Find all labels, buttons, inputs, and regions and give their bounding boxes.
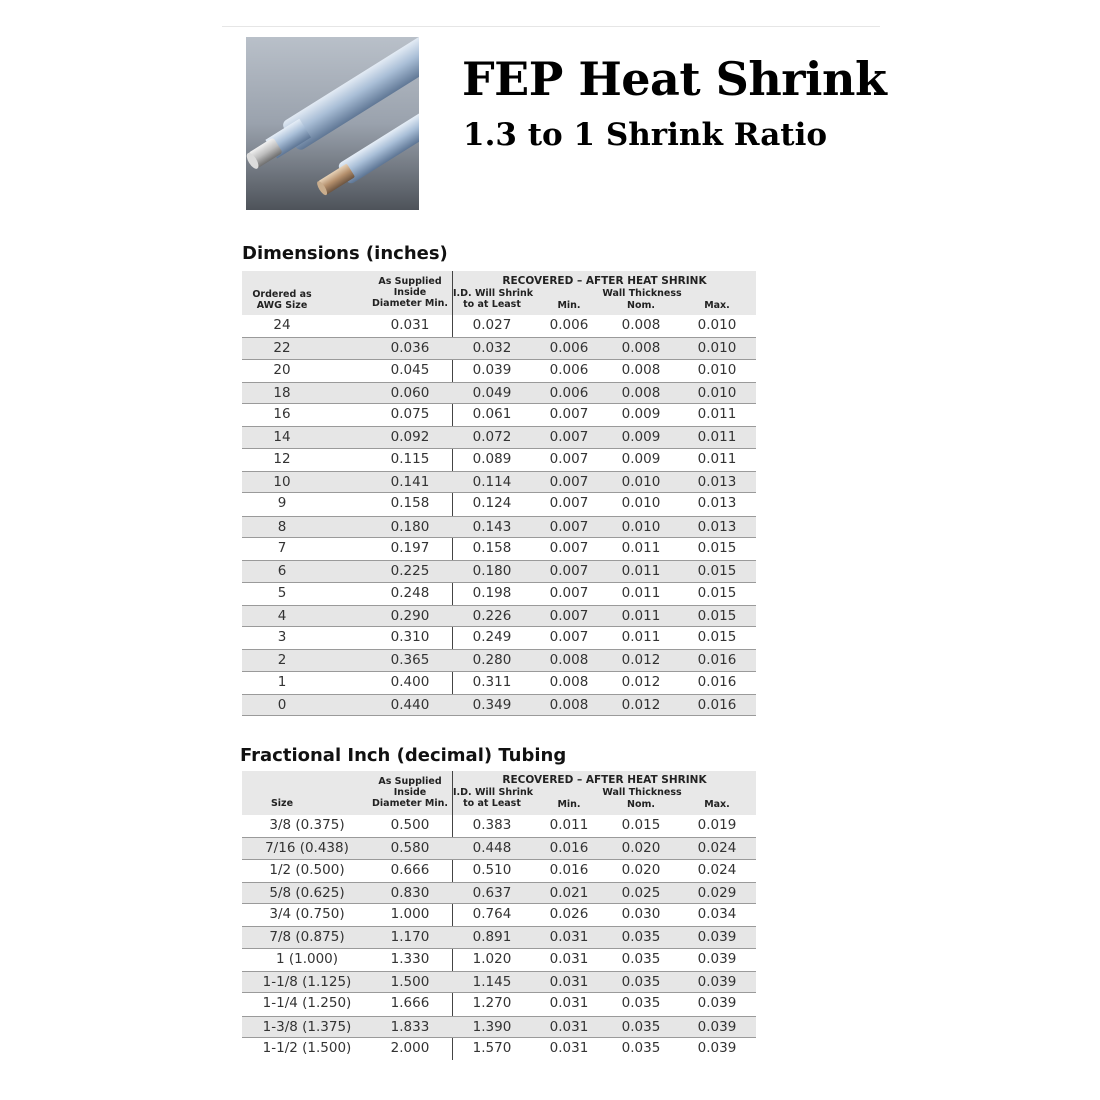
cell-wall-max: 0.034 — [697, 906, 737, 923]
cell-wall-max: 0.019 — [697, 817, 737, 833]
cell-wall-max: 0.016 — [697, 697, 737, 714]
cell-wall-nom: 0.020 — [621, 861, 661, 878]
header-as-supplied: As Supplied Inside Diameter Min. — [372, 776, 448, 809]
cell-wall-min: 0.008 — [549, 697, 589, 714]
cell-id-shrink: 0.448 — [472, 840, 512, 857]
cell-wall-min: 0.008 — [549, 652, 589, 669]
cell-wall-min: 0.007 — [549, 607, 589, 624]
cell-wall-max: 0.039 — [697, 995, 737, 1012]
header-as-supplied: As Supplied Inside Diameter Min. — [372, 276, 448, 309]
cell-size: 2 — [277, 652, 287, 669]
cell-wall-min: 0.006 — [549, 384, 589, 401]
cell-id-shrink: 0.027 — [472, 317, 512, 333]
fractional-table-header — [242, 771, 756, 815]
cell-wall-nom: 0.008 — [621, 384, 661, 401]
cell-wall-nom: 0.009 — [621, 406, 661, 423]
table-row — [242, 882, 756, 904]
cell-wall-max: 0.024 — [697, 840, 737, 857]
cell-as-supplied: 1.666 — [390, 995, 430, 1012]
table-row — [242, 337, 756, 359]
cell-id-shrink: 0.311 — [472, 673, 512, 690]
cell-as-supplied: 0.500 — [390, 817, 430, 833]
cell-wall-nom: 0.009 — [621, 429, 661, 446]
cell-size: 1-1/8 (1.125) — [262, 974, 352, 991]
cell-wall-max: 0.039 — [697, 974, 737, 991]
cell-wall-max: 0.011 — [697, 450, 737, 467]
cell-wall-min: 0.007 — [549, 450, 589, 467]
cell-as-supplied: 2.000 — [390, 1039, 430, 1056]
cell-wall-max: 0.016 — [697, 673, 737, 690]
cell-id-shrink: 0.124 — [472, 495, 512, 512]
table-row — [242, 560, 756, 582]
cell-id-shrink: 1.390 — [472, 1018, 512, 1035]
cell-wall-nom: 0.011 — [621, 563, 661, 580]
header-recovered-group: RECOVERED – AFTER HEAT SHRINK — [502, 275, 707, 287]
cell-as-supplied: 0.115 — [390, 450, 430, 467]
cell-size: 10 — [273, 474, 291, 491]
cell-as-supplied: 0.036 — [390, 340, 430, 357]
table-row — [242, 1016, 756, 1038]
cell-size: 5 — [277, 584, 287, 601]
cell-id-shrink: 0.891 — [472, 929, 512, 946]
cell-wall-max: 0.013 — [697, 495, 737, 512]
cell-wall-min: 0.007 — [549, 474, 589, 491]
cell-wall-nom: 0.035 — [621, 1018, 661, 1035]
cell-wall-nom: 0.011 — [621, 539, 661, 556]
cell-size: 6 — [277, 563, 287, 580]
cell-size: 9 — [277, 495, 287, 512]
cell-size: 1-1/2 (1.500) — [262, 1039, 352, 1056]
cell-wall-min: 0.006 — [549, 317, 589, 333]
cell-id-shrink: 1.270 — [472, 995, 512, 1012]
cell-wall-nom: 0.035 — [621, 974, 661, 991]
header-recovered-group: RECOVERED – AFTER HEAT SHRINK — [502, 774, 707, 786]
header-nom: Nom. — [627, 799, 655, 810]
table-row — [242, 605, 756, 627]
cell-size: 1 — [277, 673, 287, 690]
table-row — [242, 516, 756, 538]
cell-wall-min: 0.006 — [549, 340, 589, 357]
cell-as-supplied: 0.248 — [390, 584, 430, 601]
cell-wall-min: 0.007 — [549, 539, 589, 556]
cell-id-shrink: 0.143 — [472, 518, 512, 535]
cell-id-shrink: 0.114 — [472, 474, 512, 491]
table-row — [242, 993, 756, 1015]
cell-as-supplied: 0.440 — [390, 697, 430, 714]
cell-wall-nom: 0.012 — [621, 697, 661, 714]
header-max: Max. — [704, 300, 730, 311]
cell-wall-max: 0.015 — [697, 629, 737, 646]
cell-size: 1/2 (0.500) — [269, 861, 345, 878]
cell-wall-nom: 0.011 — [621, 607, 661, 624]
table-row — [242, 360, 756, 382]
cell-as-supplied: 0.580 — [390, 840, 430, 857]
table-row — [242, 404, 756, 426]
cell-size: 7/8 (0.875) — [269, 929, 345, 946]
table-row — [242, 949, 756, 971]
cell-id-shrink: 0.383 — [472, 817, 512, 833]
cell-wall-max: 0.039 — [697, 929, 737, 946]
cell-size: 3/4 (0.750) — [269, 906, 345, 923]
table-row — [242, 837, 756, 859]
cell-wall-nom: 0.020 — [621, 840, 661, 857]
cell-id-shrink: 0.158 — [472, 539, 512, 556]
cell-wall-nom: 0.012 — [621, 652, 661, 669]
cell-wall-min: 0.031 — [549, 929, 589, 946]
cell-as-supplied: 0.075 — [390, 406, 430, 423]
dimensions-section-title: Dimensions (inches) — [242, 243, 448, 264]
table-row — [242, 315, 756, 337]
table-row — [242, 672, 756, 694]
cell-as-supplied: 0.180 — [390, 518, 430, 535]
dimensions-table — [242, 271, 756, 716]
cell-wall-nom: 0.008 — [621, 317, 661, 333]
cell-wall-nom: 0.035 — [621, 950, 661, 967]
cell-size: 7 — [277, 539, 287, 556]
cell-wall-max: 0.015 — [697, 607, 737, 624]
product-photo — [246, 37, 419, 210]
cell-as-supplied: 1.000 — [390, 906, 430, 923]
cell-wall-max: 0.011 — [697, 429, 737, 446]
cell-size: 4 — [277, 607, 287, 624]
cell-wall-nom: 0.010 — [621, 495, 661, 512]
cell-as-supplied: 0.060 — [390, 384, 430, 401]
cell-size: 1 (1.000) — [275, 950, 339, 967]
cell-wall-nom: 0.025 — [621, 884, 661, 901]
table-row — [242, 382, 756, 404]
header-id-shrink: I.D. Will Shrink to at Least — [453, 787, 534, 809]
cell-id-shrink: 0.249 — [472, 629, 512, 646]
cell-size: 24 — [273, 317, 291, 333]
table-row — [242, 815, 756, 837]
table-row — [242, 971, 756, 993]
cell-wall-min: 0.008 — [549, 673, 589, 690]
cell-size: 14 — [273, 429, 291, 446]
cell-wall-min: 0.011 — [549, 817, 589, 833]
cell-wall-min: 0.007 — [549, 495, 589, 512]
page-subtitle: 1.3 to 1 Shrink Ratio — [463, 117, 828, 153]
cell-as-supplied: 1.170 — [390, 929, 430, 946]
table-row — [242, 471, 756, 493]
cell-wall-max: 0.016 — [697, 652, 737, 669]
cell-as-supplied: 1.330 — [390, 950, 430, 967]
header-size: Size — [270, 798, 294, 809]
cell-size: 7/16 (0.438) — [265, 840, 349, 857]
cell-wall-min: 0.016 — [549, 861, 589, 878]
top-divider — [222, 26, 880, 27]
cell-id-shrink: 0.061 — [472, 406, 512, 423]
cell-id-shrink: 0.510 — [472, 861, 512, 878]
cell-wall-max: 0.029 — [697, 884, 737, 901]
cell-as-supplied: 0.365 — [390, 652, 430, 669]
cell-id-shrink: 0.180 — [472, 563, 512, 580]
cell-id-shrink: 1.570 — [472, 1039, 512, 1056]
cell-wall-max: 0.010 — [697, 384, 737, 401]
cell-wall-max: 0.024 — [697, 861, 737, 878]
cell-as-supplied: 1.833 — [390, 1018, 430, 1035]
header-min: Min. — [557, 300, 581, 311]
cell-id-shrink: 0.637 — [472, 884, 512, 901]
table-row — [242, 493, 756, 515]
cell-as-supplied: 0.197 — [390, 539, 430, 556]
cell-wall-max: 0.013 — [697, 474, 737, 491]
table-row — [242, 860, 756, 882]
cell-wall-max: 0.039 — [697, 1018, 737, 1035]
cell-wall-nom: 0.015 — [621, 817, 661, 833]
dimensions-table-header — [242, 271, 756, 315]
cell-size: 1-3/8 (1.375) — [262, 1018, 352, 1035]
header-wall-thickness: Wall Thickness — [602, 787, 682, 798]
cell-as-supplied: 0.225 — [390, 563, 430, 580]
table-row — [242, 538, 756, 560]
cell-wall-min: 0.026 — [549, 906, 589, 923]
cell-wall-max: 0.039 — [697, 1039, 737, 1056]
cell-size: 20 — [273, 361, 291, 378]
page-title: FEP Heat Shrink — [462, 52, 887, 106]
table-row — [242, 904, 756, 926]
table-row — [242, 583, 756, 605]
dimensions-table-body — [242, 315, 756, 716]
cell-wall-max: 0.013 — [697, 518, 737, 535]
cell-as-supplied: 1.500 — [390, 974, 430, 991]
cell-wall-max: 0.010 — [697, 361, 737, 378]
cell-size: 3/8 (0.375) — [269, 817, 345, 833]
cell-id-shrink: 1.145 — [472, 974, 512, 991]
cell-wall-min: 0.031 — [549, 950, 589, 967]
cell-wall-nom: 0.010 — [621, 474, 661, 491]
cell-wall-max: 0.015 — [697, 584, 737, 601]
cell-wall-min: 0.007 — [549, 563, 589, 580]
cell-size: 22 — [273, 340, 291, 357]
cell-size: 8 — [277, 518, 287, 535]
header-min: Min. — [557, 799, 581, 810]
cell-wall-min: 0.031 — [549, 995, 589, 1012]
cell-wall-nom: 0.030 — [621, 906, 661, 923]
header-awg: Ordered as AWG Size — [252, 289, 312, 311]
cell-wall-max: 0.010 — [697, 340, 737, 357]
cell-wall-nom: 0.035 — [621, 929, 661, 946]
cell-as-supplied: 0.031 — [390, 317, 430, 333]
cell-wall-min: 0.007 — [549, 518, 589, 535]
table-row — [242, 426, 756, 448]
cell-wall-nom: 0.010 — [621, 518, 661, 535]
cell-as-supplied: 0.092 — [390, 429, 430, 446]
table-row — [242, 649, 756, 671]
cell-size: 0 — [277, 697, 287, 714]
cell-as-supplied: 0.045 — [390, 361, 430, 378]
cell-wall-min: 0.007 — [549, 429, 589, 446]
cell-wall-min: 0.007 — [549, 406, 589, 423]
cell-id-shrink: 0.032 — [472, 340, 512, 357]
table-row — [242, 449, 756, 471]
cell-id-shrink: 1.020 — [472, 950, 512, 967]
header-wall-thickness: Wall Thickness — [602, 288, 682, 299]
cell-id-shrink: 0.072 — [472, 429, 512, 446]
cell-wall-nom: 0.035 — [621, 995, 661, 1012]
cell-as-supplied: 0.400 — [390, 673, 430, 690]
cell-size: 3 — [277, 629, 287, 646]
cell-id-shrink: 0.089 — [472, 450, 512, 467]
cell-as-supplied: 0.666 — [390, 861, 430, 878]
cell-wall-nom: 0.011 — [621, 629, 661, 646]
table-row — [242, 926, 756, 948]
cell-wall-min: 0.007 — [549, 584, 589, 601]
cell-wall-min: 0.031 — [549, 1018, 589, 1035]
cell-wall-nom: 0.008 — [621, 340, 661, 357]
cell-wall-max: 0.039 — [697, 950, 737, 967]
cell-wall-nom: 0.008 — [621, 361, 661, 378]
cell-as-supplied: 0.290 — [390, 607, 430, 624]
header-max: Max. — [704, 799, 730, 810]
cell-id-shrink: 0.349 — [472, 697, 512, 714]
cell-wall-nom: 0.011 — [621, 584, 661, 601]
fractional-table-body — [242, 815, 756, 1060]
cell-wall-max: 0.015 — [697, 563, 737, 580]
cell-id-shrink: 0.039 — [472, 361, 512, 378]
cell-id-shrink: 0.764 — [472, 906, 512, 923]
cell-wall-min: 0.007 — [549, 629, 589, 646]
cell-size: 1-1/4 (1.250) — [262, 995, 352, 1012]
fractional-section-title: Fractional Inch (decimal) Tubing — [240, 745, 567, 766]
table-row — [242, 694, 756, 716]
cell-wall-max: 0.010 — [697, 317, 737, 333]
cell-wall-min: 0.031 — [549, 1039, 589, 1056]
cell-size: 16 — [273, 406, 291, 423]
cell-id-shrink: 0.280 — [472, 652, 512, 669]
cell-id-shrink: 0.226 — [472, 607, 512, 624]
cell-wall-min: 0.031 — [549, 974, 589, 991]
fractional-table — [242, 771, 756, 1060]
cell-wall-max: 0.015 — [697, 539, 737, 556]
cell-wall-min: 0.006 — [549, 361, 589, 378]
cell-wall-min: 0.016 — [549, 840, 589, 857]
cell-id-shrink: 0.049 — [472, 384, 512, 401]
header-id-shrink: I.D. Will Shrink to at Least — [453, 288, 534, 310]
cell-wall-max: 0.011 — [697, 406, 737, 423]
cell-wall-nom: 0.035 — [621, 1039, 661, 1056]
table-row — [242, 1038, 756, 1060]
cell-as-supplied: 0.830 — [390, 884, 430, 901]
cell-id-shrink: 0.198 — [472, 584, 512, 601]
cell-wall-min: 0.021 — [549, 884, 589, 901]
header-nom: Nom. — [627, 300, 655, 311]
cell-size: 12 — [273, 450, 291, 467]
table-row — [242, 627, 756, 649]
cell-wall-nom: 0.009 — [621, 450, 661, 467]
cell-wall-nom: 0.012 — [621, 673, 661, 690]
cell-as-supplied: 0.141 — [390, 474, 430, 491]
cell-as-supplied: 0.158 — [390, 495, 430, 512]
cell-size: 5/8 (0.625) — [269, 884, 345, 901]
cell-as-supplied: 0.310 — [390, 629, 430, 646]
cell-size: 18 — [273, 384, 291, 401]
